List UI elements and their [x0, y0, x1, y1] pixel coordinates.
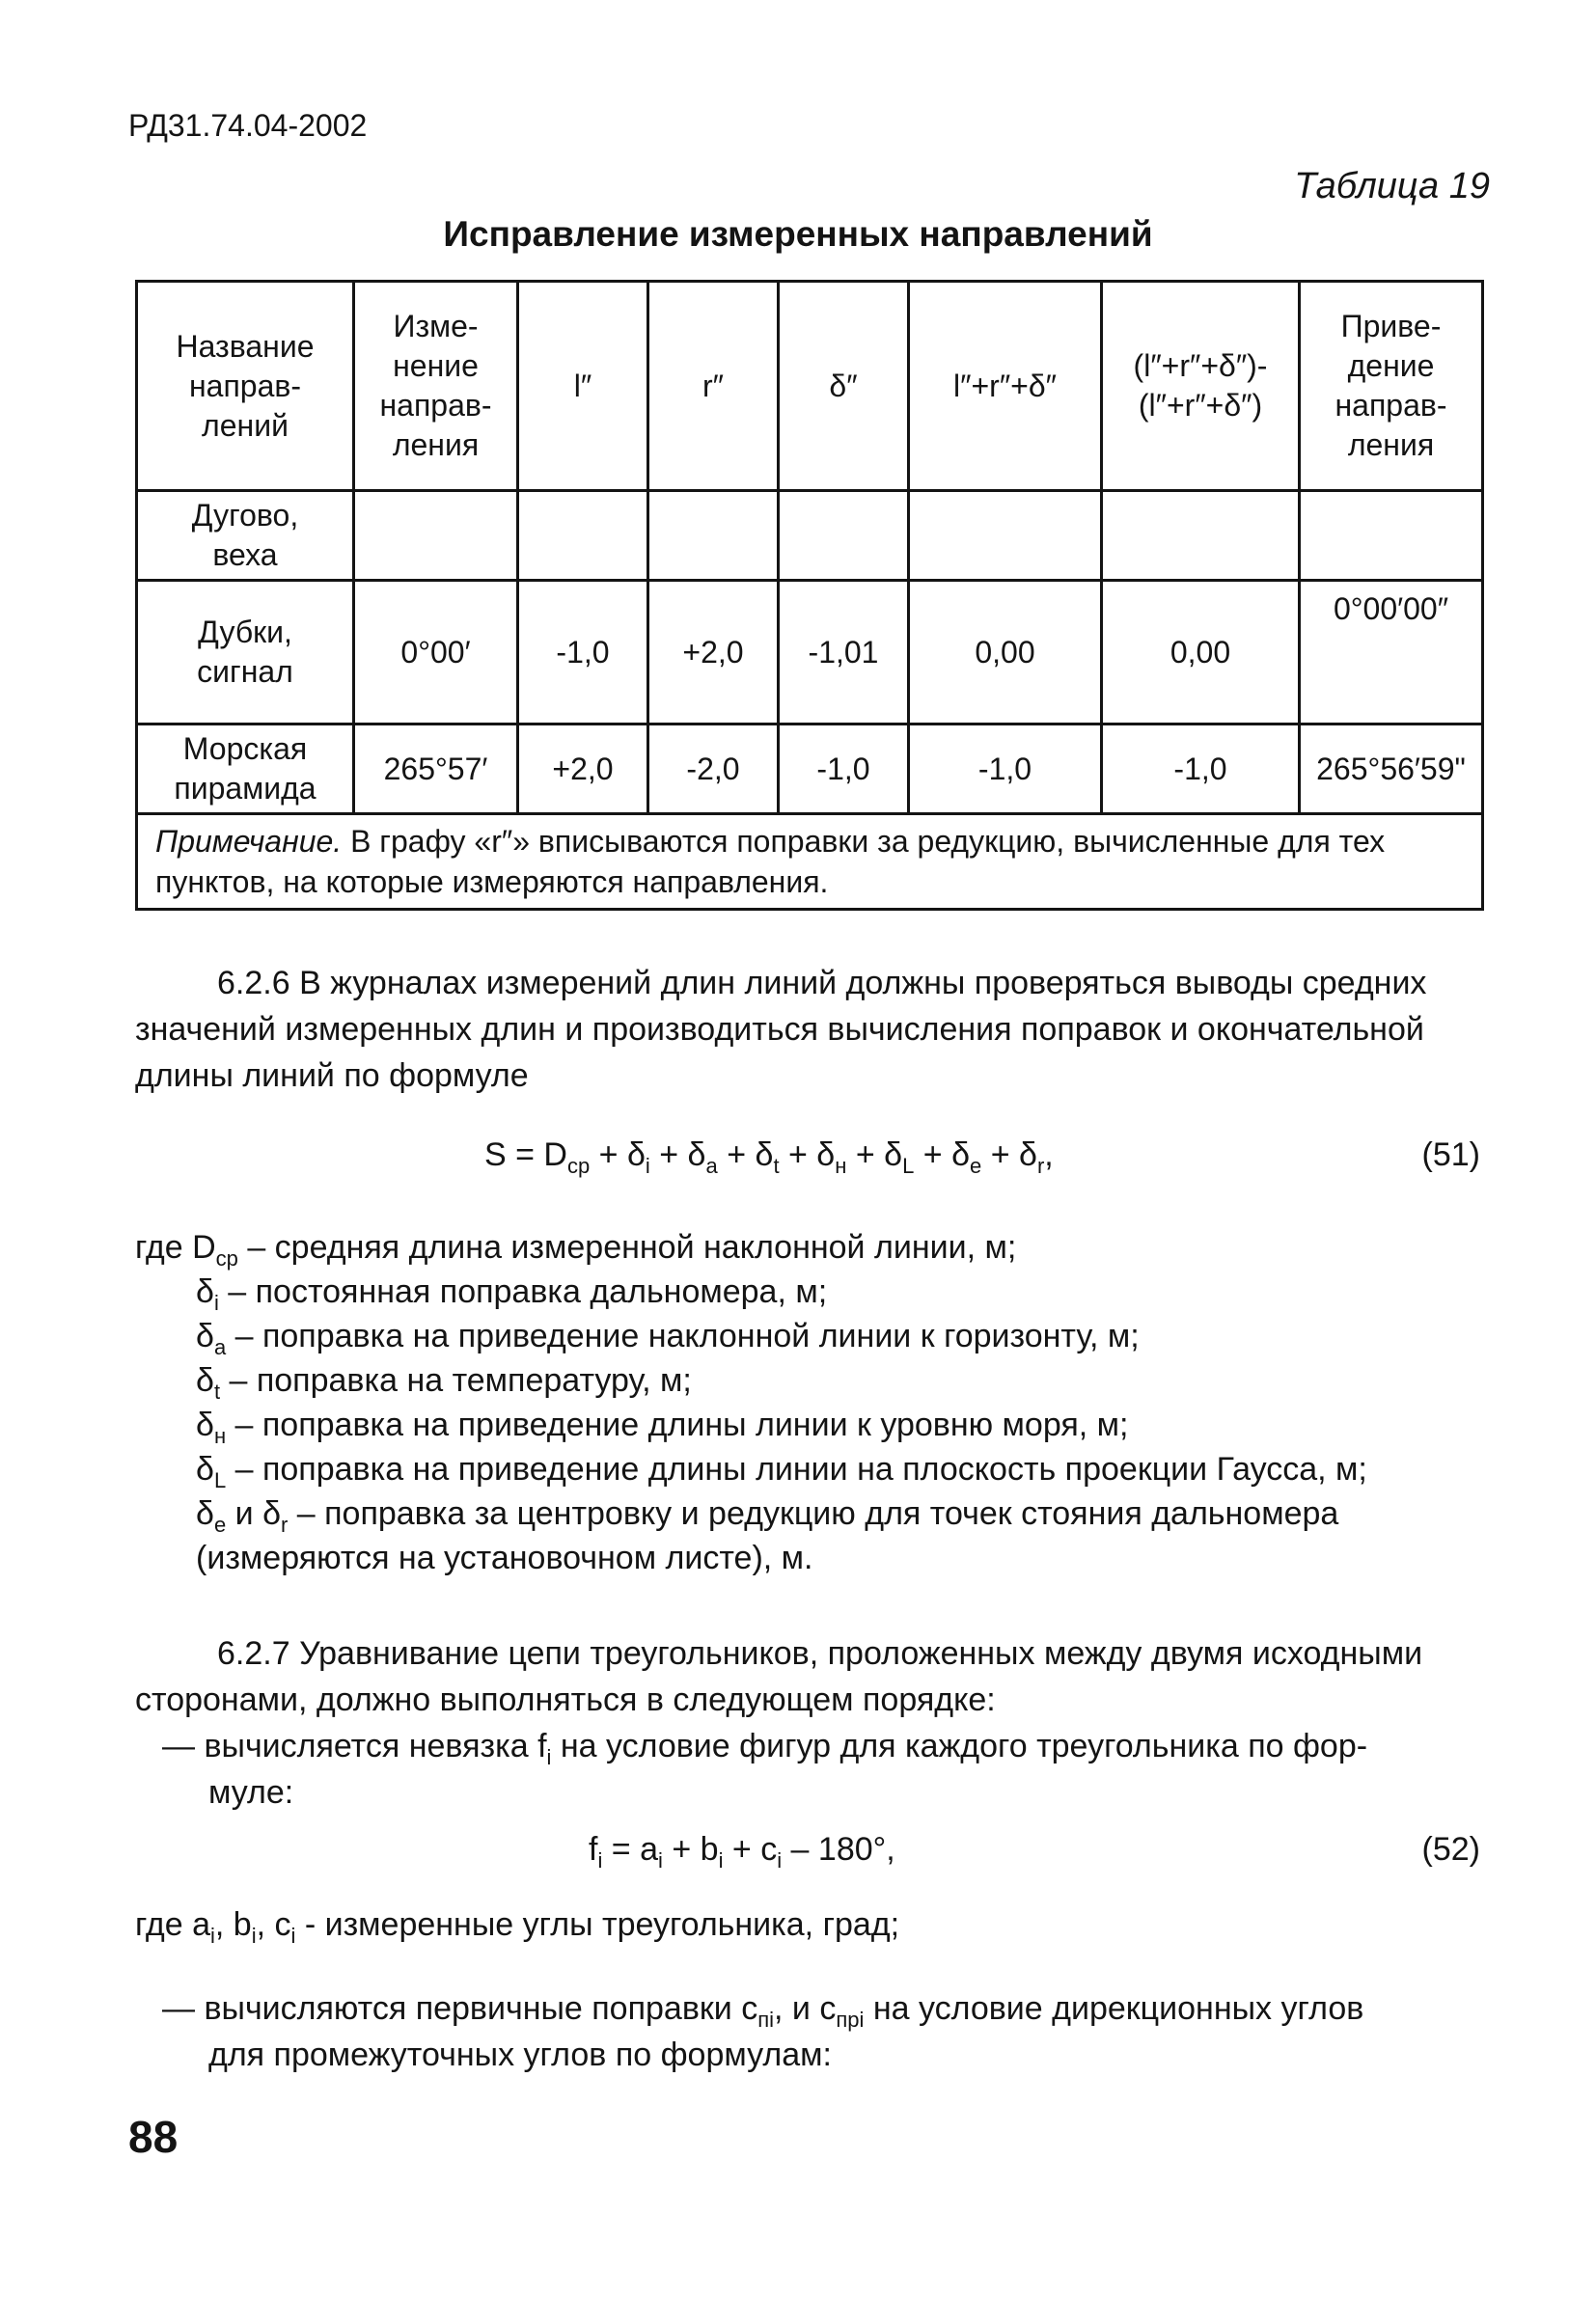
cell-name: Морская пирамида — [137, 725, 354, 814]
equation-number-51: (51) — [1421, 1136, 1480, 1173]
cell-result: 265°56′59" — [1300, 725, 1483, 814]
header-direction-name: Название направ- лений — [137, 282, 354, 491]
definition-item: $\delta_e$ и $\delta_r$ – поправка за центровку и редукцию для точек стояния дальномера — [196, 1495, 1339, 1537]
paragraph-6-2-6: 6.2.6 В журналах измерений длин линий должны проверяться выводы средних значений измеренных длин и производиться вычисления поправок и окончательной длины линий по формуле — [135, 965, 1427, 1094]
definition-item: $\delta_t$ – поправка на температуру, м; — [196, 1362, 692, 1404]
list-item-primary-corrections: — вычисляются первичные поправки $c_{пi}$, и $c_{пpi}$ на условие дирекционных углов для промежуточных углов по формулам: — [162, 1990, 1364, 2073]
definition-item: где $D_{ср}$ – средняя длина измеренной наклонной линии, м; — [135, 1229, 1017, 1271]
table-row — [137, 725, 1483, 814]
definition-item: $\delta_a$ – поправка на приведение наклонной линии к горизонту, м; — [196, 1318, 1140, 1359]
cell-diff: 0,00 — [1102, 581, 1300, 725]
table-number: Таблица 19 — [1294, 166, 1490, 206]
list-item-closure: — вычисляется невязка $f_i$ на условие фигур для каждого треугольника по фор- муле: — [162, 1728, 1368, 1811]
note-text: В графу «r″» вписываются поправки за редукцию, вычисленные для тех пунктов, на которые измеряются направления. — [155, 824, 1386, 899]
cell-diff — [1102, 491, 1300, 581]
note-label: Примечание. — [155, 824, 343, 859]
equation-number-52: (52) — [1421, 1831, 1480, 1868]
cell-name: Дубки, сигнал — [137, 581, 354, 725]
paragraph-6-2-7: 6.2.7 Уравнивание цепи треугольников, проложенных между двумя исходными сторонами, должно выполняться в следующем порядке: — [135, 1635, 1423, 1718]
cell-delta — [779, 491, 909, 581]
definition-item: $\delta_i$ – постоянная поправка дальномера, м; — [196, 1273, 828, 1315]
cell-name: Дугово, веха — [137, 491, 354, 581]
header-reduction: Приве- дение направ- ления — [1300, 282, 1483, 491]
table-row — [137, 491, 1483, 581]
cell-r: +2,0 — [648, 581, 779, 725]
cell-l: -1,0 — [518, 581, 648, 725]
definition-item: $\delta_L$ – поправка на приведение длины линии на плоскость проекции Гаусса, м; — [196, 1451, 1367, 1492]
header-sum: l″+r″+δ″ — [909, 282, 1102, 491]
formula-52: $f_i = a_i + b_i + c_i - 180^\circ$, — [589, 1831, 895, 1873]
table-header-row — [137, 282, 1483, 491]
cell-sum: 0,00 — [909, 581, 1102, 725]
cell-r — [648, 491, 779, 581]
cell-sum — [909, 491, 1102, 581]
cell-delta: -1,0 — [779, 725, 909, 814]
cell-delta: -1,01 — [779, 581, 909, 725]
document-code: РД31.74.04-2002 — [128, 108, 368, 143]
formula-52-definition: где $a_i$, $b_i$, $c_i$ - измеренные углы треугольника, град; — [135, 1906, 900, 1948]
cell-diff: -1,0 — [1102, 725, 1300, 814]
cell-result: 0°00′00″ — [1300, 581, 1483, 725]
header-diff: (l″+r″+δ″)- (l″+r″+δ″) — [1102, 282, 1300, 491]
cell-change — [354, 491, 518, 581]
table-note — [137, 814, 1483, 910]
cell-change: 0°00′ — [354, 581, 518, 725]
formula-51-definitions — [135, 1225, 1486, 1580]
header-delta: δ″ — [779, 282, 909, 491]
cell-sum: -1,0 — [909, 725, 1102, 814]
cell-change: 265°57′ — [354, 725, 518, 814]
header-r: r″ — [648, 282, 779, 491]
cell-l — [518, 491, 648, 581]
page-number: 88 — [128, 2112, 179, 2162]
table-title: Исправление измеренных направлений — [443, 214, 1153, 254]
formula-51: $S = D_{ср} + \delta_i + \delta_a + \delta_t + \delta_н + \delta_L + \delta_e + \delta_r$, — [484, 1136, 1054, 1178]
cell-r: -2,0 — [648, 725, 779, 814]
definition-item-continuation: (измеряются на установочном листе), м. — [196, 1540, 813, 1576]
header-l: l″ — [518, 282, 648, 491]
table-row — [137, 581, 1483, 725]
definition-item: $\delta_н$ – поправка на приведение длины линии к уровню моря, м; — [196, 1407, 1129, 1448]
table-note-row — [137, 814, 1483, 910]
cell-l: +2,0 — [518, 725, 648, 814]
cell-result — [1300, 491, 1483, 581]
header-direction-change: Изме- нение направ- ления — [354, 282, 518, 491]
corrections-table — [135, 280, 1484, 911]
